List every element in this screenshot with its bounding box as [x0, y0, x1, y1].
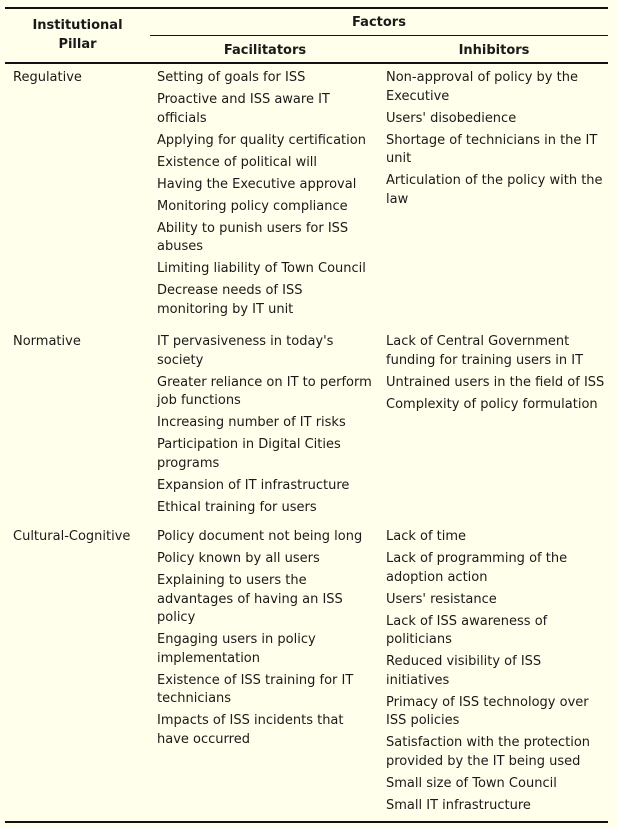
facilitator-item: Impacts of ISS incidents that have occurred: [157, 713, 344, 747]
facilitator-item: Having the Executive approval: [157, 176, 357, 192]
inhibitor-item: Users' disobedience: [386, 110, 517, 126]
inhibitor-item: Untrained users in the field of ISS: [386, 374, 605, 390]
inhibitor-item: Lack of programming of the adoption action: [386, 551, 568, 585]
facilitator-item: Participation in Digital Cities programs: [157, 437, 341, 471]
inhibitor-item: Primacy of ISS technology over ISS policies: [386, 694, 589, 728]
inhibitor-item: Lack of Central Government funding for training users in IT: [386, 334, 584, 368]
facilitator-item: Existence of ISS training for IT technicians: [157, 672, 354, 706]
inhibitors-list: [386, 333, 608, 418]
pillar-label: Normative: [13, 334, 81, 349]
inhibitor-item: Users' resistance: [386, 591, 497, 607]
inhibitor-item: Small IT infrastructure: [386, 797, 531, 813]
factors-header-rule: [150, 35, 608, 36]
header-bottom-rule: [5, 62, 608, 64]
facilitator-item: Ethical training for users: [157, 499, 317, 515]
facilitators-list: [157, 69, 375, 323]
facilitator-item: IT pervasiveness in today's society: [157, 334, 334, 368]
facilitator-item: Applying for quality certification: [157, 132, 366, 148]
facilitator-item: Increasing number of IT risks: [157, 415, 346, 430]
facilitator-item: Policy document not being long: [157, 529, 363, 544]
facilitator-item: Monitoring policy compliance: [157, 198, 348, 214]
facilitators-list: [157, 333, 375, 521]
header-factors: Factors: [352, 15, 406, 30]
inhibitor-item: Articulation of the policy with the law: [386, 173, 603, 207]
inhibitor-item: Lack of ISS awareness of politicians: [386, 613, 548, 647]
inhibitor-item: Shortage of technicians in the IT unit: [386, 132, 598, 166]
header-facilitators: Facilitators: [223, 43, 307, 58]
facilitators-list: [157, 528, 375, 753]
facilitator-item: Greater reliance on IT to perform job functions: [157, 374, 372, 408]
header-institutional-pillar: [5, 16, 150, 54]
facilitator-item: Limiting liability of Town Council: [157, 261, 366, 276]
facilitator-item: Ability to punish users for ISS abuses: [157, 220, 349, 254]
pillar-label: Regulative: [13, 70, 82, 85]
inhibitor-item: Reduced visibility of ISS initiatives: [386, 654, 542, 688]
facilitator-item: Proactive and ISS aware IT officials: [157, 92, 330, 126]
inhibitor-item: Lack of time: [386, 529, 467, 544]
inhibitor-item: Satisfaction with the protection provided by the IT being used: [386, 735, 591, 769]
inhibitor-item: Small size of Town Council: [386, 775, 557, 791]
table-top-rule: [5, 7, 608, 9]
header-inhibitors: Inhibitors: [458, 43, 530, 58]
facilitator-item: Existence of political will: [157, 154, 318, 170]
facilitator-item: Setting of goals for ISS: [157, 70, 306, 85]
facilitator-item: Expansion of IT infrastructure: [157, 477, 350, 493]
inhibitor-item: Non-approval of policy by the Executive: [386, 70, 578, 104]
facilitator-item: Explaining to users the advantages of having an ISS policy: [157, 573, 343, 625]
inhibitors-list: [386, 528, 608, 819]
table-bottom-rule: [5, 821, 608, 823]
inhibitors-list: [386, 69, 608, 213]
facilitator-item: Engaging users in policy implementation: [157, 632, 316, 666]
header-pillar-label: Institutional Pillar: [32, 18, 123, 52]
pillar-label: Cultural-Cognitive: [13, 529, 131, 544]
facilitator-item: Decrease needs of ISS monitoring by IT unit: [157, 283, 303, 317]
inhibitor-item: Complexity of policy formulation: [386, 396, 598, 412]
facilitator-item: Policy known by all users: [157, 551, 320, 566]
